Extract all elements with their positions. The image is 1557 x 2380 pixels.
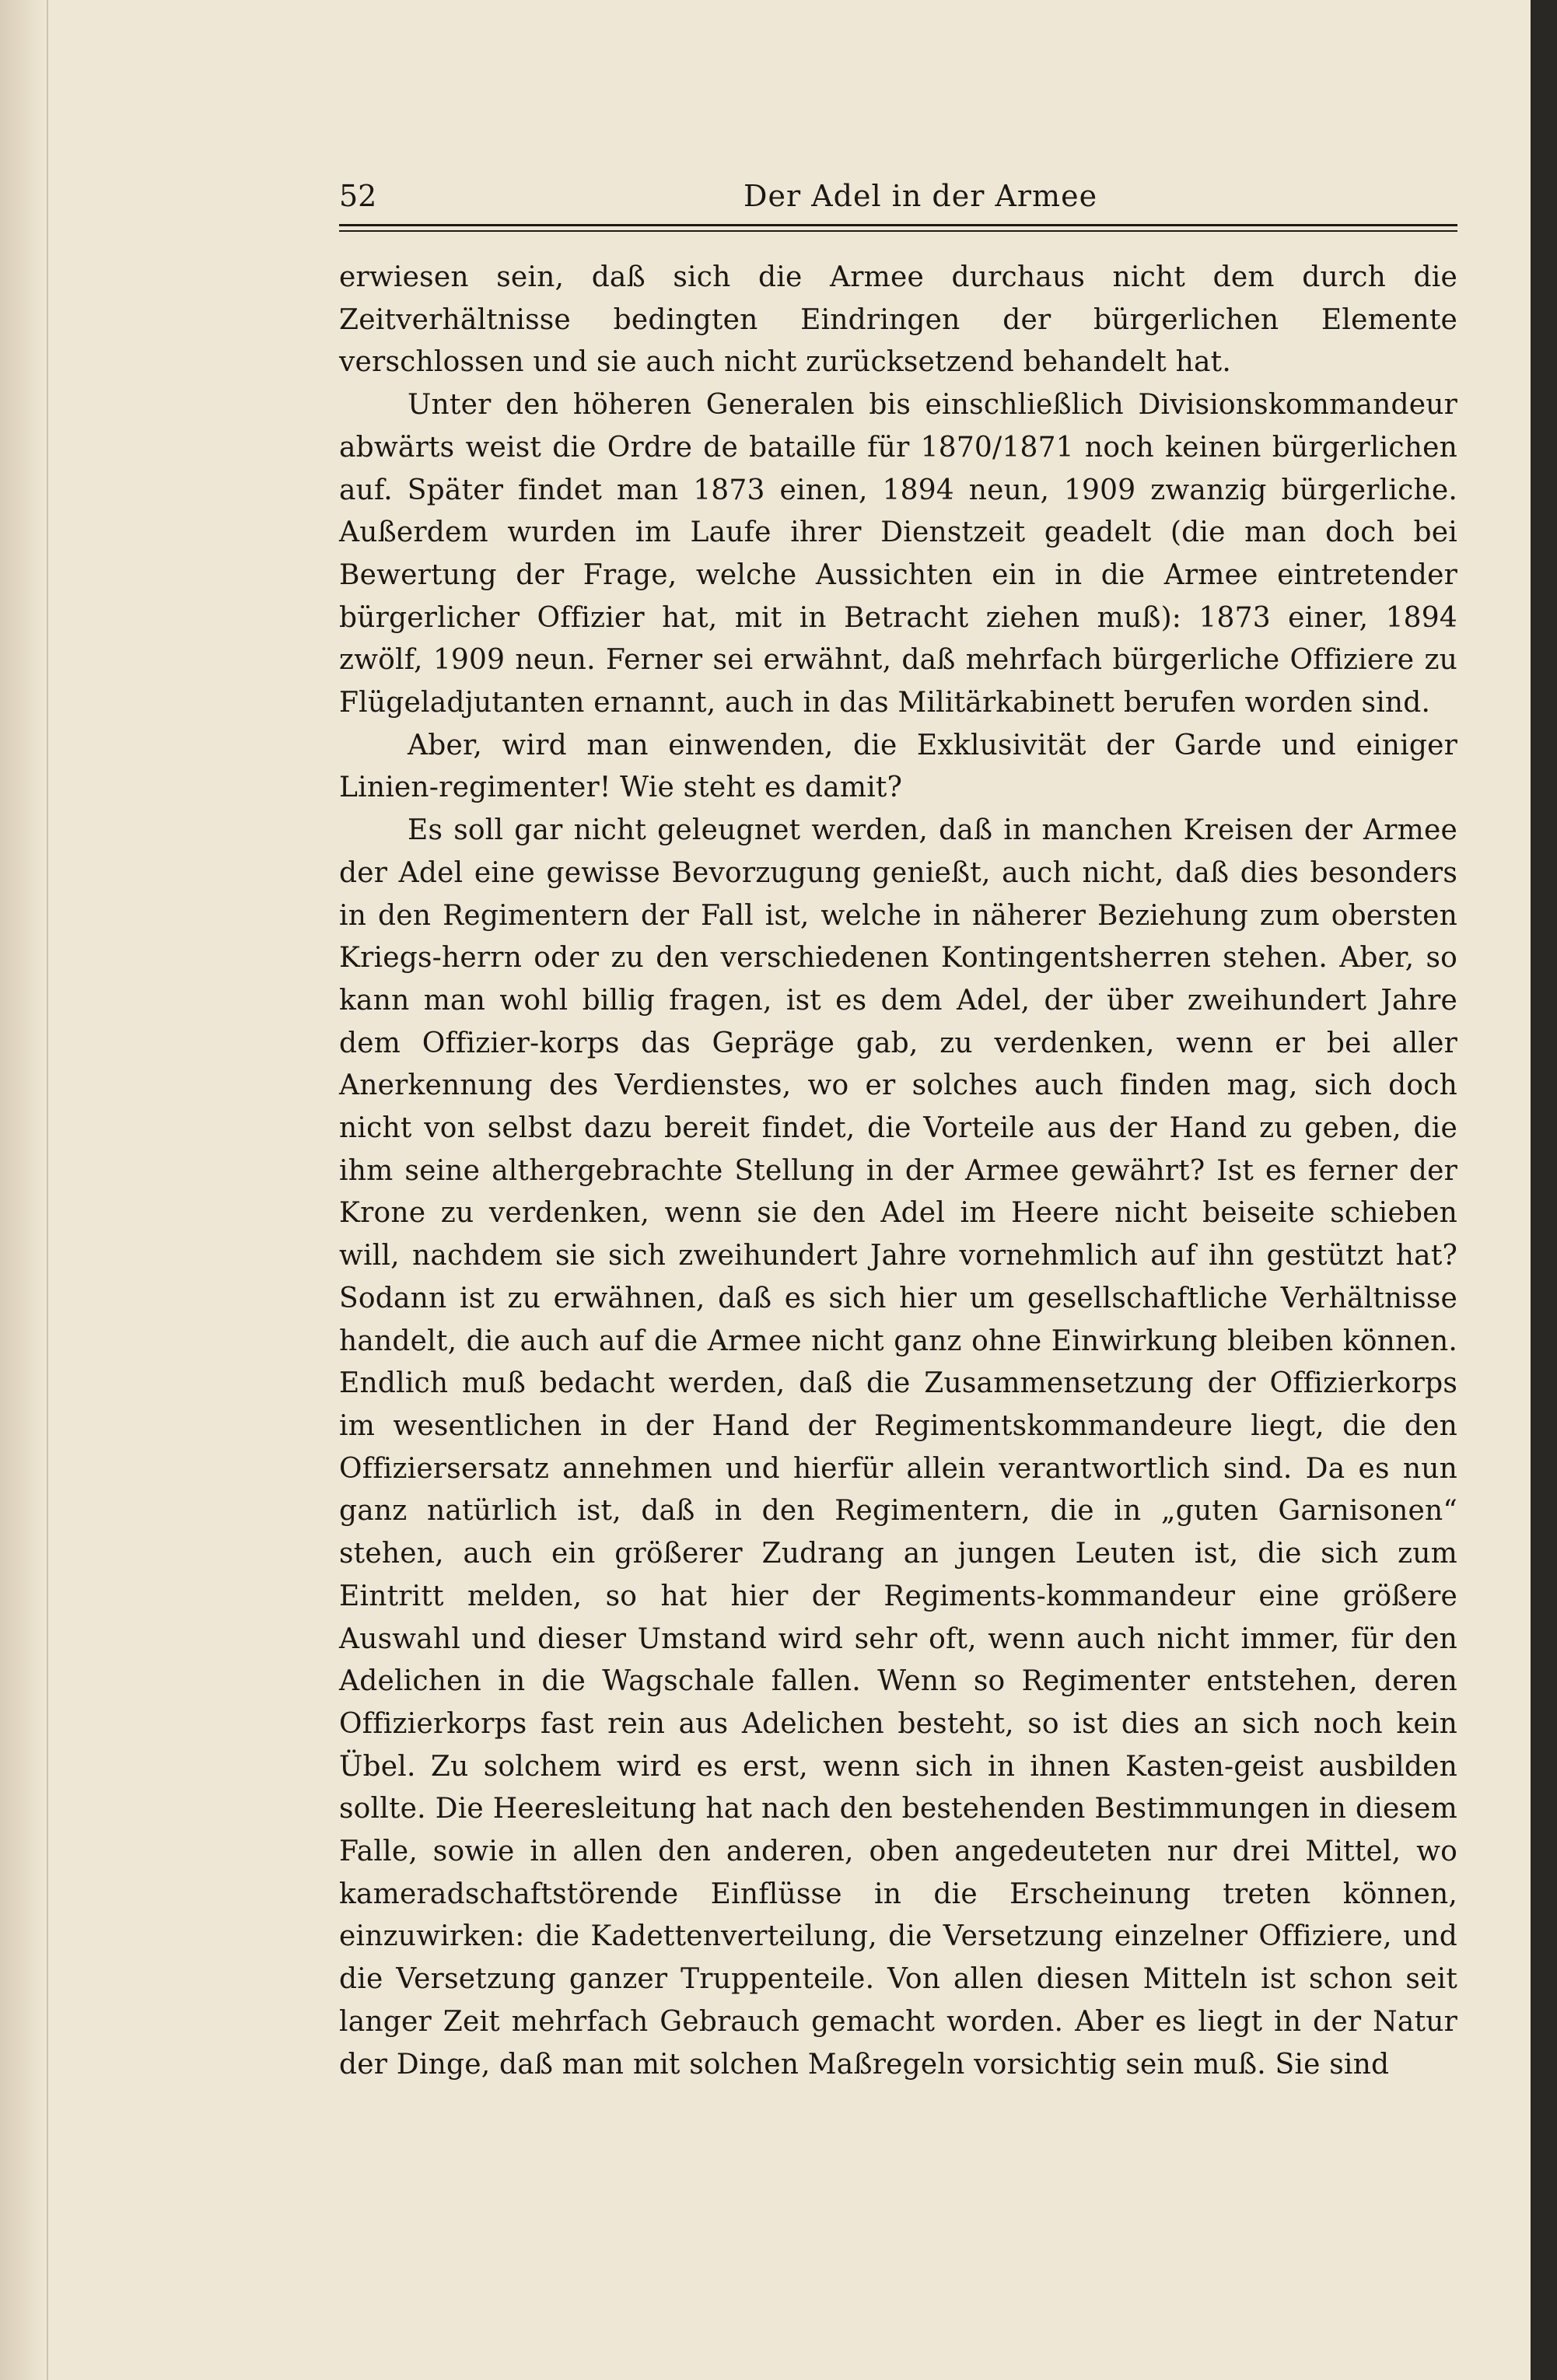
page-edge-shadow [1531, 0, 1557, 2380]
binding-edge [0, 0, 48, 2380]
page-content [339, 179, 1457, 2081]
page-number: 52 [339, 179, 377, 213]
paragraph-3: Aber, wird man einwenden, die Exklusivität der Garde und einiger Linien-regimenter! Wie steht es damit? [339, 729, 1457, 804]
body-text [339, 257, 1457, 2086]
page-header [339, 179, 1457, 222]
paragraph-4: Es soll gar nicht geleugnet werden, daß in manchen Kreisen der Armee der Adel eine gewisse Bevorzugung genießt, auch nicht, daß dies besonders in den Regimentern der Fall ist, welche in näherer Beziehung zum obersten Kriegs-herrn oder zu den verschiedenen Kontingentsherren stehen. Aber, so kann man wohl billig fragen, ist es dem Adel, der über zweihundert Jahre dem Offizier-korps das Gepräge gab, zu verdenken, wenn er bei aller Anerkennung des Verdienstes, wo er solches auch finden mag, sich doch nicht von selbst dazu bereit findet, die Vorteile aus der Hand zu geben, die ihm seine althergebrachte Stellung in der Armee gewährt? Ist es ferner der Krone zu verdenken, wenn sie den Adel im Heere nicht beiseite schieben will, nachdem sie sich zweihundert Jahre vornehmlich auf ihn gestützt hat? Sodann ist zu erwähnen, daß es sich hier um gesellschaftliche Verhältnisse handelt, die auch auf die Armee nicht ganz ohne Einwirkung bleiben können. Endlich muß bedacht werden, daß die Zusammensetzung der Offizierkorps im wesentlichen in der Hand der Regimentskommandeure liegt, die den Offiziersersatz annehmen und hierfür allein verantwortlich sind. Da es nun ganz natürlich ist, daß in den Regimentern, die in „guten Garnisonen“ stehen, auch ein größerer Zudrang an jungen Leuten ist, die sich zum Eintritt melden, so hat hier der Regiments-kommandeur eine größere Auswahl und dieser Umstand wird sehr oft, wenn auch nicht immer, für den Adelichen in die Wagschale fallen. Wenn so Regimenter entstehen, deren Offizierkorps fast rein aus Adelichen besteht, so ist dies an sich noch kein Übel. Zu solchem wird es erst, wenn sich in ihnen Kasten-geist ausbilden sollte. Die Heeresleitung hat nach den bestehenden Bestimmungen in diesem Falle, sowie in allen den anderen, oben angedeuteten nur drei Mittel, wo kameradschaftstörende Einflüsse in die Erscheinung treten können, einzuwirken: die Kadettenverteilung, die Versetzung einzelner Offiziere, und die Versetzung ganzer Truppenteile. Von allen diesen Mitteln ist schon seit langer Zeit mehrfach Gebrauch gemacht worden. Aber es liegt in der Natur der Dinge, daß man mit solchen Maßregeln vorsichtig sein muß. Sie sind [339, 814, 1457, 2081]
paragraph-2: Unter den höheren Generalen bis einschließlich Divisionskommandeur abwärts weist die Ordre de bataille für 1870/1871 noch keinen bürgerlichen auf. Später findet man 1873 einen, 1894 neun, 1909 zwanzig bürgerliche. Außerdem wurden im Laufe ihrer Dienstzeit geadelt (die man doch bei Bewertung der Frage, welche Aussichten ein in die Armee eintretender bürgerlicher Offizier hat, mit in Betracht ziehen muß): 1873 einer, 1894 zwölf, 1909 neun. Ferner sei erwähnt, daß mehrfach bürgerliche Offiziere zu Flügeladjutanten ernannt, auch in das Militärkabinett berufen worden sind. [339, 389, 1457, 719]
header-rule-thin [339, 230, 1457, 232]
paragraph-1: erwiesen sein, daß sich die Armee durchaus nicht dem durch die Zeitverhältnisse bedingten Eindringen der bürgerlichen Elemente verschlossen und sie auch nicht zurücksetzend behandelt hat. [339, 261, 1457, 379]
running-head: Der Adel in der Armee [744, 179, 1098, 213]
header-rule [339, 224, 1457, 226]
